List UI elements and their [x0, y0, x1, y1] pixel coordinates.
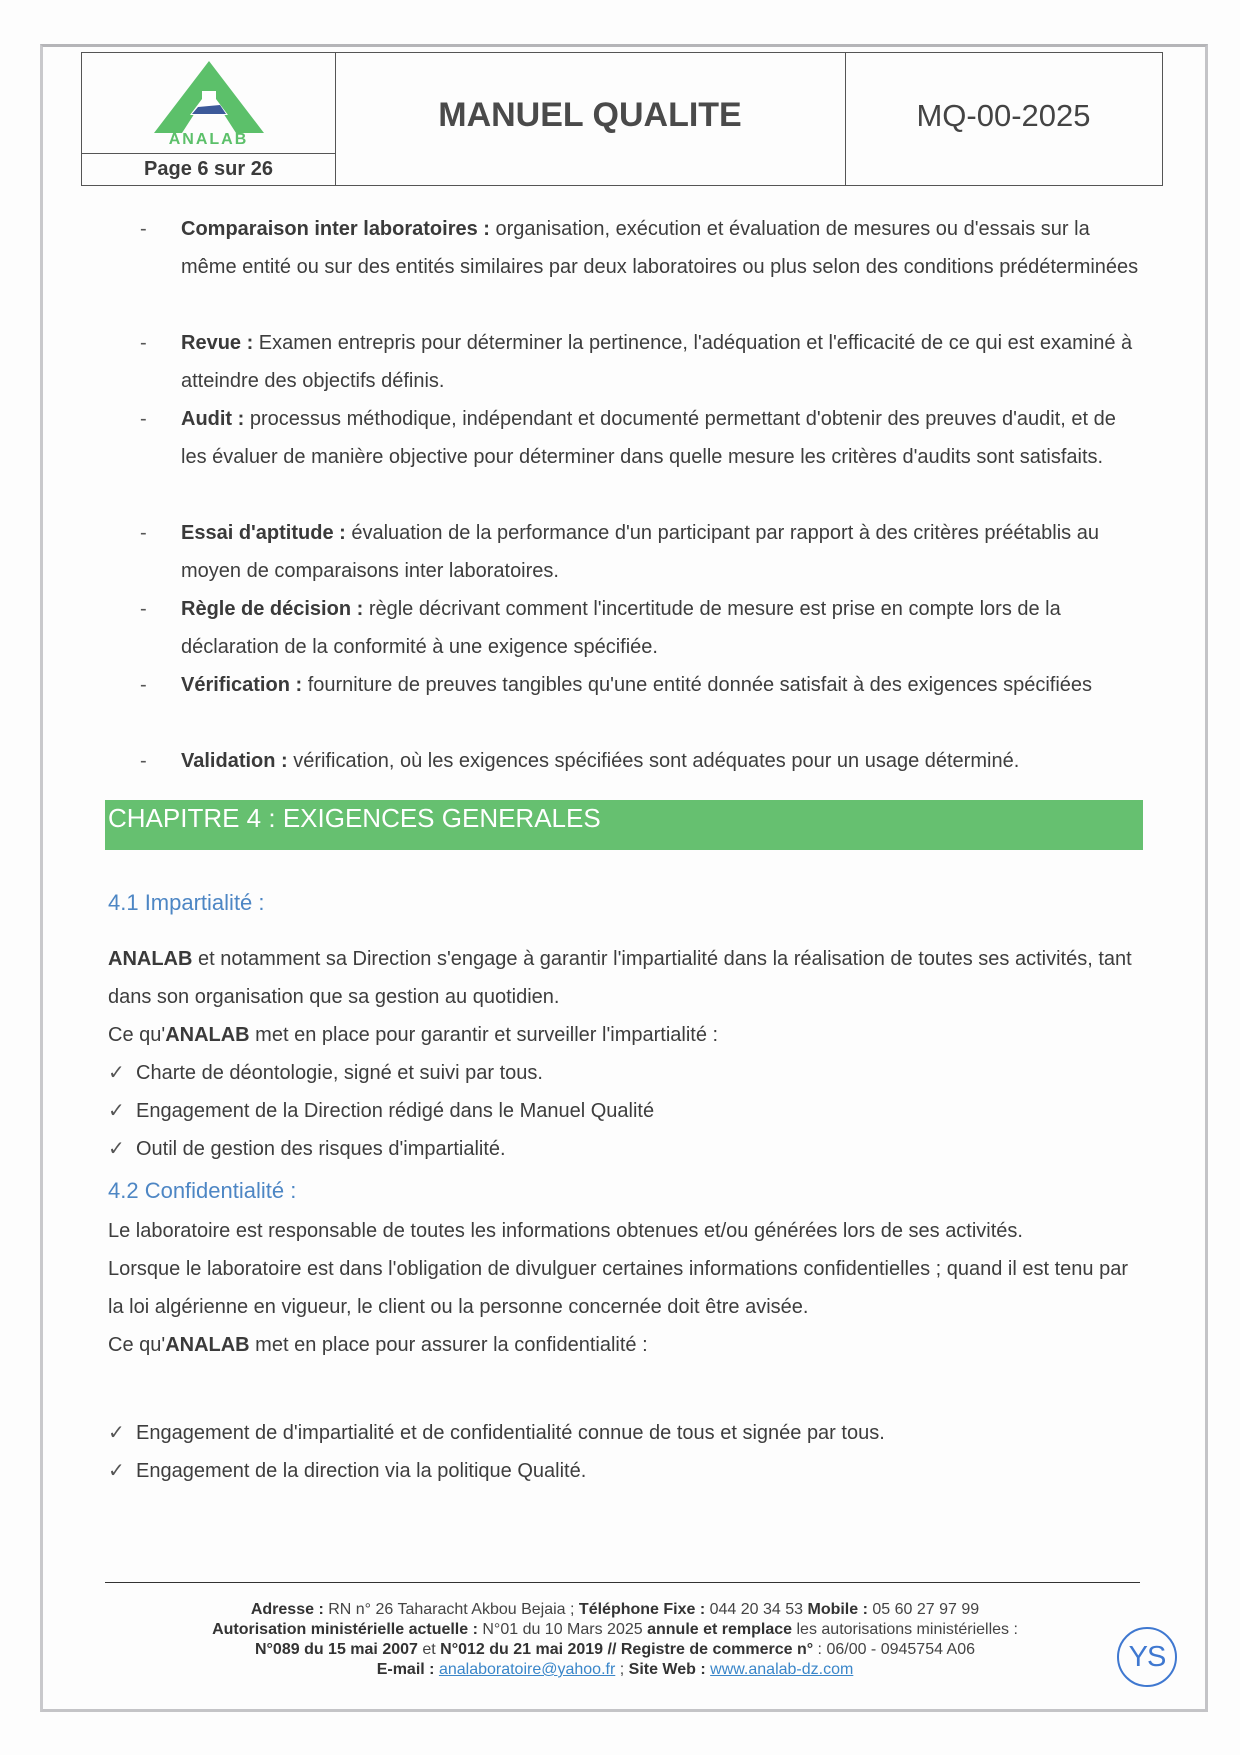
dash-bullet: - — [140, 332, 147, 354]
auth-replace: annule et remplace — [647, 1621, 793, 1638]
impartialite-lead — [108, 1016, 1148, 1054]
auth-value: N°01 du 10 Mars 2025 — [477, 1621, 648, 1638]
definition-item — [140, 742, 1140, 780]
definition-term: Comparaison inter laboratoires : — [181, 218, 490, 240]
definition-term: Revue : — [181, 332, 254, 354]
confidentialite-lead — [108, 1326, 1148, 1364]
definition-text: vérification, où les exigences spécifiées sont adéquates pour un usage déterminé. — [287, 750, 1020, 772]
checkmark-icon: ✓ — [108, 1100, 125, 1122]
document-title: MANUEL QUALITE — [335, 53, 846, 185]
site-label: Site Web : — [628, 1661, 706, 1678]
definition-item — [140, 590, 1140, 666]
rc-value: : 06/00 - 0945754 A06 — [813, 1641, 976, 1658]
definition-term: Validation : — [181, 750, 288, 772]
dash-bullet: - — [140, 674, 147, 696]
footer-line-contact — [120, 1660, 1110, 1680]
definition-term: Audit : — [181, 408, 245, 430]
check-item — [108, 1054, 543, 1092]
section-heading-impartialite: 4.1 Impartialité : — [108, 890, 265, 915]
email-label: E-mail : — [376, 1661, 435, 1678]
auth-number-1: N°089 du 15 mai 2007 — [254, 1641, 418, 1658]
definition-item — [140, 666, 1140, 742]
initials-stamp: YS — [1117, 1627, 1177, 1687]
checkmark-icon: ✓ — [108, 1460, 125, 1482]
definition-item — [140, 210, 1140, 324]
check-item-text: Engagement de la Direction rédigé dans le Manuel Qualité — [136, 1100, 655, 1122]
check-item — [108, 1092, 654, 1130]
address-label: Adresse : — [250, 1601, 324, 1618]
intro-text: et notamment sa Direction s'engage à garantir l'impartialité dans la réalisation de toutes ses activités, tant dans son organisation que sa gestion au quotidien. — [108, 948, 1132, 1008]
definitions-list — [140, 210, 1140, 780]
lead-text: met en place pour assurer la confidentialité : — [249, 1334, 648, 1356]
logo-text: ANALAB — [168, 131, 249, 148]
document-reference: MQ-00-2025 — [916, 98, 1091, 133]
phone-label: Téléphone Fixe : — [578, 1601, 706, 1618]
lead-prefix: Ce qu' — [108, 1024, 166, 1046]
checkmark-icon: ✓ — [108, 1062, 125, 1084]
check-item-text: Charte de déontologie, signé et suivi par tous. — [136, 1062, 543, 1084]
confidentialite-line-1: Le laboratoire est responsable de toutes les informations obtenues et/ou générées lors de ses activités. — [108, 1220, 1023, 1242]
company-name: ANALAB — [165, 1024, 250, 1046]
analab-logo-icon — [154, 61, 264, 133]
check-item — [108, 1130, 506, 1168]
definition-text: Examen entrepris pour déterminer la pertinence, l'adéquation et l'efficacité de ce qui est examiné à atteindre des objectifs définis. — [181, 332, 1133, 392]
lead-prefix: Ce qu' — [108, 1334, 166, 1356]
definition-item — [140, 324, 1140, 400]
footer-line-authorisation — [120, 1620, 1110, 1640]
conjunction: et — [417, 1641, 441, 1658]
footer-divider — [105, 1582, 1140, 1583]
section-heading-confidentialite: 4.2 Confidentialité : — [108, 1178, 297, 1203]
mobile-value: 05 60 27 97 99 — [867, 1601, 980, 1618]
definition-text: fourniture de preuves tangibles qu'une entité donnée satisfait à des exigences spécifiées — [302, 674, 1093, 696]
company-name: ANALAB — [165, 1334, 250, 1356]
lead-text: met en place pour garantir et surveiller l'impartialité : — [249, 1024, 719, 1046]
check-item — [108, 1452, 586, 1490]
mobile-label: Mobile : — [807, 1601, 868, 1618]
phone-value: 044 20 34 53 — [705, 1601, 808, 1618]
dash-bullet: - — [140, 598, 147, 620]
definition-text: évaluation de la performance d'un participant par rapport à des critères préétablis au moyen de comparaisons inter laboratoires. — [181, 522, 1099, 582]
check-item — [108, 1414, 885, 1452]
logo-cell — [82, 53, 336, 154]
auth-label: Autorisation ministérielle actuelle : — [212, 1621, 478, 1638]
website-link[interactable]: www.analab-dz.com — [710, 1661, 854, 1678]
definition-item — [140, 514, 1140, 590]
separator: // — [603, 1641, 621, 1658]
definition-text: organisation, exécution et évaluation de mesures ou d'essais sur la même entité ou sur des entités similaires par deux laboratoires ou plus selon des conditions prédéterminées — [181, 218, 1139, 278]
checkmark-icon: ✓ — [108, 1422, 125, 1444]
definition-text: processus méthodique, indépendant et documenté permettant d'obtenir des preuves d'audit, et de les évaluer de manière objective pour déterminer dans quelle mesure les critères d'audits sont satisfaits. — [181, 408, 1116, 468]
footer-line-registre — [120, 1640, 1110, 1660]
rc-label: Registre de commerce n° — [620, 1641, 814, 1658]
dash-bullet: - — [140, 750, 147, 772]
dash-bullet: - — [140, 218, 147, 240]
impartialite-intro — [108, 940, 1148, 1016]
footer — [120, 1600, 1110, 1680]
document-header — [81, 52, 1163, 186]
definition-text: règle décrivant comment l'incertitude de mesure est prise en compte lors de la déclaration de la conformité à une exigence spécifiée. — [181, 598, 1061, 658]
checkmark-icon: ✓ — [108, 1138, 125, 1160]
auth-number-2: N°012 du 21 mai 2019 — [440, 1641, 604, 1658]
dash-bullet: - — [140, 522, 147, 544]
definition-term: Vérification : — [181, 674, 303, 696]
definition-item — [140, 400, 1140, 514]
confidentialite-line-2: Lorsque le laboratoire est dans l'obligation de divulguer certaines informations confidentielles ; quand il est tenu par la loi algérienne en vigueur, le client ou la personne concernée doit être avisée. — [108, 1258, 1128, 1318]
definition-term: Règle de décision : — [181, 598, 364, 620]
footer-line-address — [120, 1600, 1110, 1620]
dash-bullet: - — [140, 408, 147, 430]
separator: ; — [615, 1661, 629, 1678]
address-value: RN n° 26 Taharacht Akbou Bejaia ; — [323, 1601, 579, 1618]
check-item-text: Outil de gestion des risques d'impartialité. — [136, 1138, 506, 1160]
auth-rest: les autorisations ministérielles : — [792, 1621, 1018, 1638]
definition-term: Essai d'aptitude : — [181, 522, 346, 544]
page-number: Page 6 sur 26 — [82, 153, 336, 185]
check-item-text: Engagement de la direction via la politique Qualité. — [136, 1460, 587, 1482]
chapter-heading: CHAPITRE 4 : EXIGENCES GENERALES — [105, 800, 1143, 850]
company-name: ANALAB — [108, 948, 193, 970]
check-item-text: Engagement de d'impartialité et de confidentialité connue de tous et signée par tous. — [136, 1422, 885, 1444]
email-link[interactable]: analaboratoire@yahoo.fr — [438, 1661, 616, 1678]
